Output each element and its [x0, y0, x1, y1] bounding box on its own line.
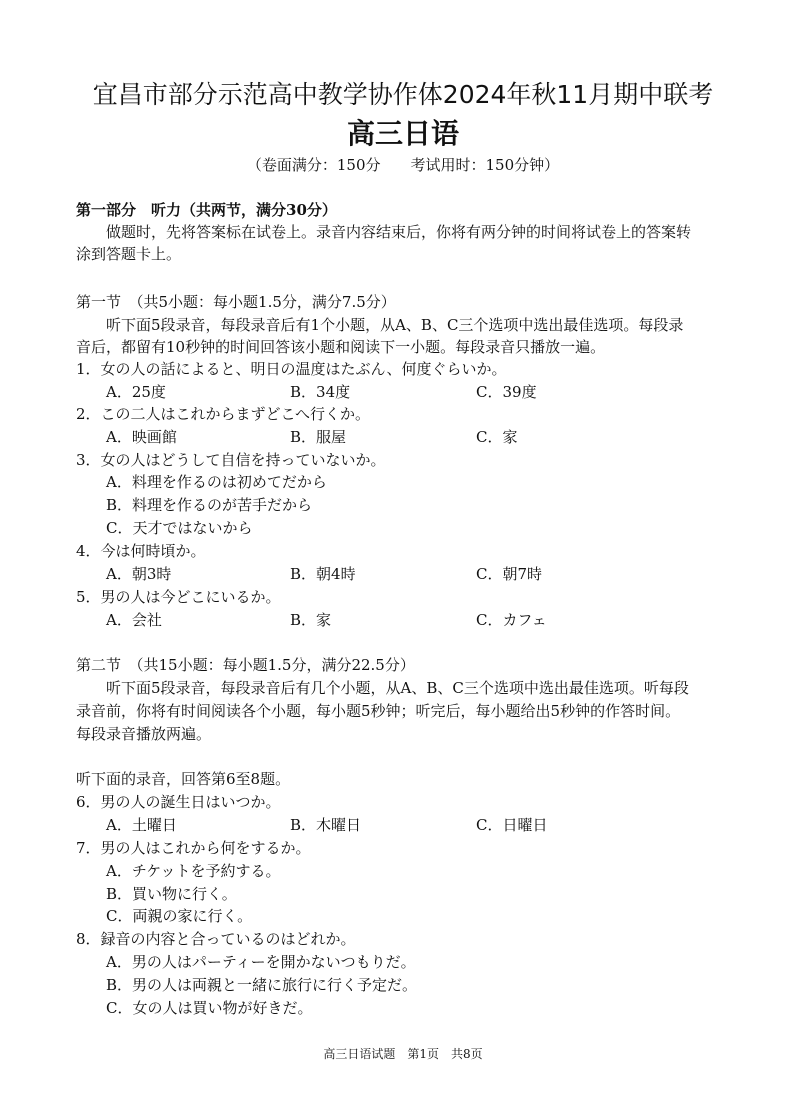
option: A．チケットを予約する。 — [106, 862, 281, 880]
option: A．土曜日 — [106, 816, 177, 834]
option: B．34度 — [290, 383, 351, 401]
question-stem: 8．録音の内容と合っているのはどれか。 — [76, 930, 356, 948]
option: C．カフェ — [476, 611, 547, 629]
option: A．朝3時 — [106, 565, 172, 583]
exam-title: 宜昌市部分示范高中教学协作体2024年秋11月期中联考 — [92, 80, 714, 109]
question-stem: 6．男の人の誕生日はいつか。 — [76, 793, 281, 811]
part1-instructions-line2: 涂到答题卡上。 — [76, 245, 182, 263]
question-stem: 7．男の人はこれから何をするか。 — [76, 839, 311, 857]
option: C．女の人は買い物が好きだ。 — [106, 999, 313, 1017]
option: C．朝7時 — [476, 565, 543, 583]
question-stem: 5．男の人は今どこにいるか。 — [76, 588, 281, 606]
option: C．日曜日 — [476, 816, 548, 834]
option: B．服屋 — [290, 428, 347, 446]
question-stem: 3．女の人はどうして自信を持っていないか。 — [76, 451, 386, 469]
section2-instructions-line3: 每段录音播放两遍。 — [76, 725, 212, 743]
option: A．25度 — [106, 383, 166, 401]
option: B．男の人は両親と一緒に旅行に行く予定だ。 — [106, 976, 418, 994]
option: B．料理を作るのが苦手だから — [106, 496, 313, 514]
exam-meta: （卷面满分：150分 考试用时：150分钟） — [246, 156, 560, 174]
option: B．木曜日 — [290, 816, 362, 834]
option: A．料理を作るのは初めてだから — [106, 473, 327, 491]
page-footer: 高三日语试题 第1页 共8页 — [323, 1047, 483, 1061]
option: B．朝4時 — [290, 565, 356, 583]
option: A．映画館 — [106, 428, 177, 446]
section1-instructions-line1: 听下面5段录音，每段录音后有1个小题，从A、B、C三个选项中选出最佳选项。每段录 — [106, 316, 684, 334]
option: A．男の人はパーティーを開かないつもりだ。 — [106, 953, 416, 971]
question-stem: 1．女の人の話によると、明日の温度はたぶん、何度ぐらいか。 — [76, 360, 507, 378]
section2-instructions-line2: 录音前，你将有时间阅读各个小题，每小题5秒钟；听完后，每小题给出5秒钟的作答时间。 — [76, 702, 681, 720]
part1-instructions-line1: 做题时，先将答案标在试卷上。录音内容结束后，你将有两分钟的时间将试卷上的答案转 — [106, 223, 692, 241]
group-intro: 听下面的录音，回答第6至8题。 — [76, 770, 291, 788]
subject-title: 高三日语 — [346, 117, 459, 150]
section1-instructions-line2: 音后，都留有10秒钟的时间回答该小题和阅读下一小题。每段录音只播放一遍。 — [76, 338, 606, 356]
option: B．買い物に行く。 — [106, 885, 237, 903]
part1-heading: 第一部分 听力（共两节，满分30分） — [76, 201, 337, 219]
option: C．家 — [476, 428, 518, 446]
option: C．39度 — [476, 383, 537, 401]
option: B．家 — [290, 611, 332, 629]
section1-heading: 第一节 （共5小题：每小题1.5分，满分7.5分） — [76, 293, 396, 311]
option: A．会社 — [106, 611, 162, 629]
section2-instructions-line1: 听下面5段录音，每段录音后有几个小题，从A、B、C三个选项中选出最佳选项。听每段 — [106, 679, 689, 697]
option: C．両親の家に行く。 — [106, 907, 253, 925]
section2-heading: 第二节 （共15小题：每小题1.5分，满分22.5分） — [76, 656, 415, 674]
option: C．天才ではないから — [106, 519, 253, 537]
question-stem: 2．この二人はこれからまずどこへ行くか。 — [76, 405, 370, 423]
question-stem: 4．今は何時頃か。 — [76, 542, 206, 560]
